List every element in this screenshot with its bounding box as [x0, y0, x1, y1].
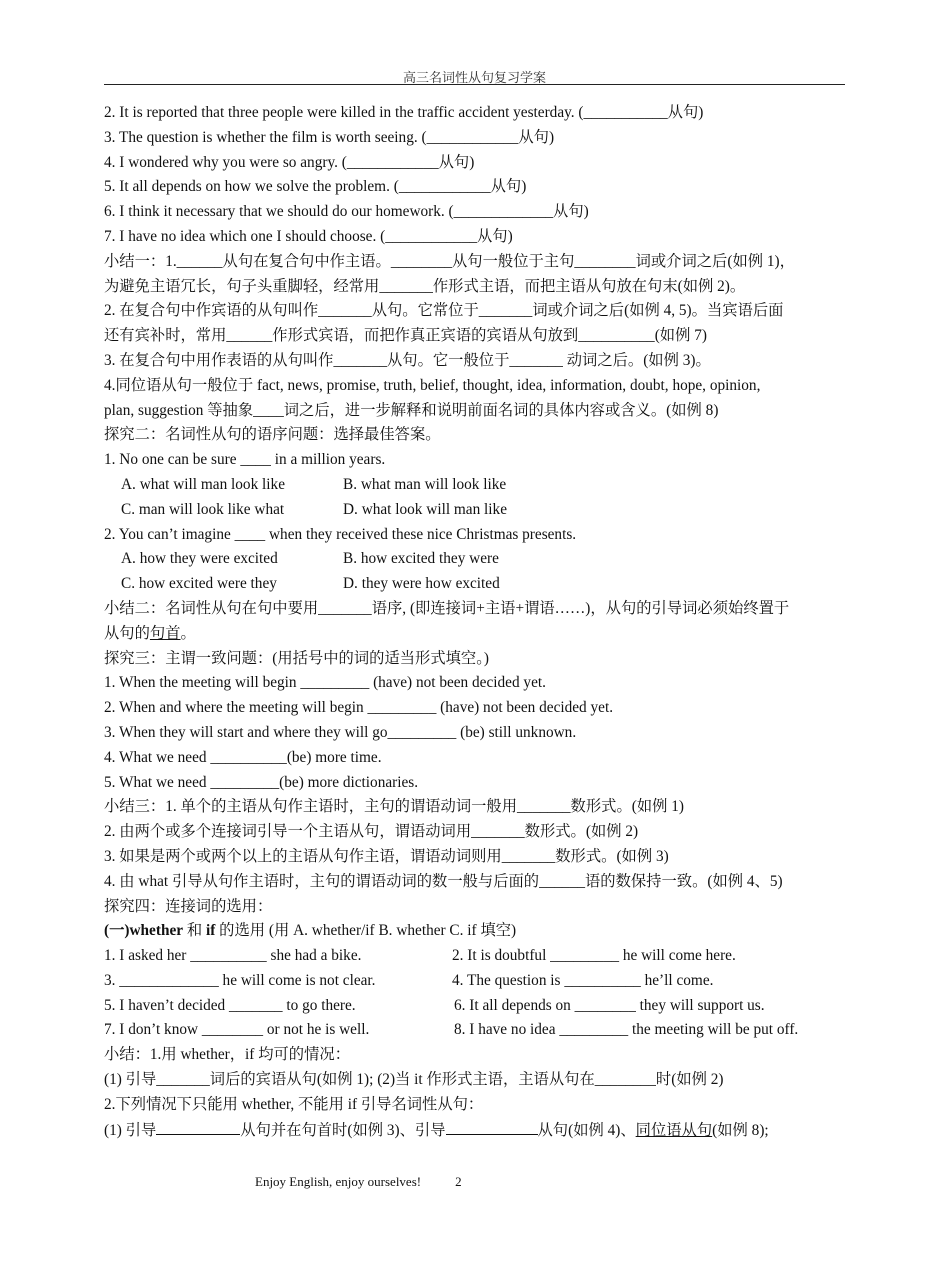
text-span: 从句的 [104, 624, 150, 642]
header-divider [104, 84, 845, 85]
summary-line [104, 1118, 852, 1143]
question-line: 4. What we need __________(be) more time. [104, 748, 382, 766]
text-span: 。 [180, 624, 196, 642]
section-heading: 探究二：名词性从句的语序问题：选择最佳答案。 [104, 426, 441, 444]
option-d: D. what look will man like [343, 500, 507, 518]
page-number: 2 [455, 1174, 462, 1189]
text-line: 3. The question is whether the film is worth seeing. (____________从句) [104, 128, 555, 146]
summary-line: 4. 由 what 引导从句作主语时，主句的谓语动词的数一般与后面的______语的数保持一致。(如例 4、5) [104, 872, 783, 890]
options-row [104, 473, 852, 498]
question-right: 8. I have no idea _________ the meeting will be put off. [454, 1021, 799, 1039]
question-left: 3. _____________ he will come is not clear. [104, 971, 376, 989]
summary-line: plan, suggestion 等抽象____词之后，进一步解释和说明前面名词的具体内容或含义。(如例 8) [104, 401, 719, 419]
summary-line: 小结：1.用 whether，if 均可的情况： [104, 1046, 350, 1064]
summary-line: 4.同位语从句一般位于 fact, news, promise, truth, belief, thought, idea, information, doubt, hope, opinion, [104, 376, 761, 394]
question-pair [104, 994, 852, 1019]
option-c: C. how excited were they [121, 575, 277, 593]
text-line: 4. I wondered why you were so angry. (____________从句) [104, 153, 475, 171]
fill-blank [446, 1118, 538, 1135]
question-pair [104, 969, 852, 994]
question-left: 5. I haven’t decided _______ to go there. [104, 996, 356, 1014]
question-right: 2. It is doubtful _________ he will come here. [452, 947, 736, 965]
bold-text: if [205, 922, 216, 940]
text-line: 6. I think it necessary that we should do our homework. (_____________从句) [104, 203, 589, 221]
underlined-text: 句首 [149, 624, 181, 642]
question-line: 1. When the meeting will begin _________ (have) not been decided yet. [104, 674, 546, 692]
underlined-text: 同位语从句 [635, 1121, 713, 1139]
option-a: A. how they were excited [121, 550, 278, 568]
option-b: B. what man will look like [343, 475, 507, 493]
option-d: D. they were how excited [343, 575, 500, 593]
summary-line: (1) 引导_______词后的宾语从句(如例 1); (2)当 it 作形式主语，主语从句在________时(如例 2) [104, 1071, 724, 1089]
page-footer [255, 1174, 462, 1190]
question-pair [104, 944, 852, 969]
page-header: 高三名词性从句复习学案 [402, 70, 546, 85]
summary-line: 2.下列情况下只能用 whether, 不能用 if 引导名词性从句： [104, 1095, 484, 1113]
text-span: 的选用 (用 A. whether/if B. whether C. if 填空) [215, 922, 517, 940]
summary-line: 小结二：名词性从句在句中要用_______语序, (即连接词+主语+谓语……)，从句的引导词必须始终置于 [104, 599, 790, 617]
document-body [104, 101, 852, 1142]
section-heading: 探究四：连接词的选用： [104, 897, 273, 915]
question-line: 2. When and where the meeting will begin _________ (have) not been decided yet. [104, 699, 614, 717]
text-span: 和 [183, 922, 206, 940]
summary-line: 小结一：1.______从句在复合句中作主语。________从句一般位于主句________词或介词之后(如例 1)， [104, 252, 795, 270]
summary-line: 2. 由两个或多个连接词引导一个主语从句，谓语动词用_______数形式。(如例 2) [104, 823, 639, 841]
section-heading: 探究三：主谓一致问题：(用括号中的词的适当形式填空。) [104, 649, 489, 667]
summary-line [104, 622, 852, 647]
question-left: 7. I don’t know ________ or not he is well. [104, 1021, 370, 1039]
question-right: 4. The question is __________ he’ll come. [452, 971, 714, 989]
footer-text: Enjoy English, enjoy ourselves! [255, 1174, 422, 1189]
text-span: 从句(如例 4)、 [537, 1121, 636, 1139]
summary-line: 还有宾补时，常用______作形式宾语，而把作真正宾语的宾语从句放到__________(如例 7) [104, 327, 707, 345]
options-row [104, 498, 852, 523]
summary-line: 2. 在复合句中作宾语的从句叫作_______从句。它常位于_______词或介词之后(如例 4, 5)。当宾语后面 [104, 302, 784, 320]
question-left: 1. I asked her __________ she had a bike. [104, 947, 362, 965]
option-b: B. how excited they were [343, 550, 499, 568]
fill-blank [156, 1118, 240, 1135]
summary-line: 3. 如果是两个或两个以上的主语从句作主语，谓语动词则用_______数形式。(如例 3) [104, 847, 669, 865]
summary-line: 小结三：1. 单个的主语从句作主语时，主句的谓语动词一般用_______数形式。(如例 1) [104, 798, 684, 816]
text-line: 7. I have no idea which one I should choose. (____________从句) [104, 227, 513, 245]
bold-text: (一) [104, 922, 130, 940]
options-row [104, 547, 852, 572]
question-line: 2. You can’t imagine ____ when they received these nice Christmas presents. [104, 525, 577, 543]
text-span: 从句并在句首时(如例 3)、引导 [240, 1121, 446, 1139]
question-line: 5. What we need _________(be) more dictionaries. [104, 773, 419, 791]
summary-line: 为避免主语冗长，句子头重脚轻，经常用_______作形式主语，而把主语从句放在句末(如例 2)。 [104, 277, 746, 295]
question-line: 1. No one can be sure ____ in a million years. [104, 451, 386, 469]
options-row [104, 572, 852, 597]
text-span: (如例 8); [712, 1121, 769, 1139]
text-line: 2. It is reported that three people were killed in the traffic accident yesterday. (___________从句) [104, 104, 704, 121]
question-line: 3. When they will start and where they will go_________ (be) still unknown. [104, 723, 577, 741]
option-c: C. man will look like what [121, 500, 285, 518]
question-right: 6. It all depends on ________ they will support us. [454, 996, 765, 1014]
text-line: 5. It all depends on how we solve the problem. (____________从句) [104, 178, 527, 196]
text-span: (1) 引导 [104, 1121, 157, 1139]
question-pair [104, 1018, 852, 1043]
subsection-heading [104, 919, 852, 944]
summary-line: 3. 在复合句中用作表语的从句叫作_______从句。它一般位于_______ 动词之后。(如例 3)。 [104, 351, 711, 369]
bold-text: whether [129, 922, 184, 940]
option-a: A. what will man look like [121, 475, 285, 493]
